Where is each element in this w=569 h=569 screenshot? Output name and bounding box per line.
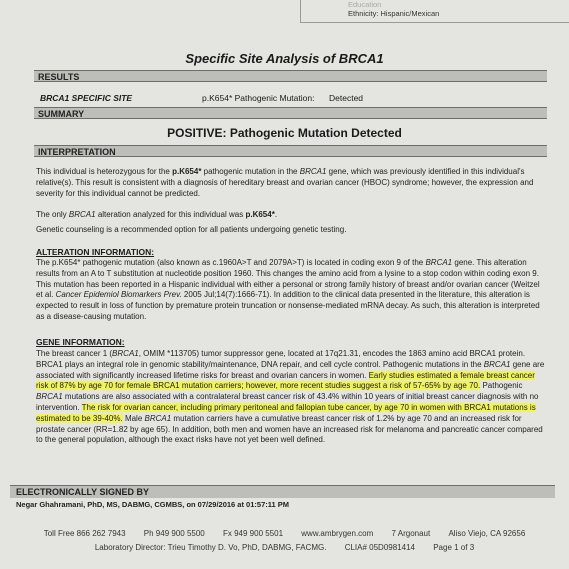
interpretation-paragraph-3: Genetic counseling is a recommended option for all patients undergoing genetic testing.: [36, 225, 347, 234]
signer-line: Negar Ghahramani, PhD, MS, DABMG, CGMBS, on 07/29/2016 at 01:57:11 PM: [16, 500, 289, 509]
footer-tollfree: Toll Free 866 262 7943: [43, 529, 126, 538]
gene-heading: GENE INFORMATION:: [36, 337, 125, 347]
footer-address: 7 Argonaut: [391, 529, 431, 538]
header-box-bottom-rule: [300, 22, 569, 23]
results-status: Detected: [329, 93, 364, 103]
footer-contact-line: [0, 529, 569, 538]
summary-headline: POSITIVE: Pathogenic Mutation Detected: [167, 126, 402, 140]
alteration-paragraph: The p.K654* pathogenic mutation (also known as c.1960A>T and 2079A>T) is located in coding exon 9 of the BRCA1 gene. This alteration results from an A to T substitution at nucleotide position 1960. This changes the amino acid from a lysine to a stop codon within coding exon 9. This mutation has been reported in a Hispanic individual with either a personal or strong family history of breast and/or ovarian cancer (Weitzel et al. Cancer Epidemiol Biomarkers Prev. 2005 Jul;14(7):1666-71). In addition to the clinical data presented in the literature, this alteration is expected to result in loss of function by premature protein truncation or nonsense-mediated mRNA decay. As such, this alteration is interpreted as a disease-causing mutation.: [36, 258, 540, 321]
signed-bar: ELECTRONICALLY SIGNED BY: [10, 485, 555, 498]
footer-fax: Fx 949 900 5501: [222, 529, 284, 538]
summary-bar: SUMMARY: [34, 107, 547, 119]
highlight-ovarian-risk: The risk for ovarian cancer, including primary peritoneal and fallopian tube cancer, by age 70 in women with BRCA1 mutations is estimated to be 39-40%.: [36, 402, 536, 423]
patient-ethnicity-block: [348, 0, 439, 18]
highlight-breast-risk: Early studies estimated a female breast cancer risk of 87% by age 70 for female BRCA1 mutation carriers; however, more recent studies suggest a risk of 57-65% by age 70.: [36, 370, 535, 391]
interpretation-bar: INTERPRETATION: [34, 145, 547, 157]
footer-page-number: Page 1 of 3: [433, 543, 475, 552]
footer-phone: Ph 949 900 5500: [143, 529, 205, 538]
gene-paragraph: The breast cancer 1 (BRCA1, OMIM *113705) tumor suppressor gene, located at 17q21.31, encodes the 1863 amino acid BRCA1 protein. BRCA1 plays an integral role in genomic stability/maintenance, DNA repair, and cell cycle control. Pathogenic mutations in the BRCA1 gene are associated with significantly increased lifetime risks for breast and ovarian cancers in women. Early studies estimated a female breast cancer risk of 87% by age 70 for female BRCA1 mutation carriers; however, more recent studies suggest a risk of 57-65% by age 70. Pathogenic BRCA1 mutations are also associated with a contralateral breast cancer risk of 43.4% within 10 years of initial breast cancer diagnosis with no intervention. The risk for ovarian cancer, including primary peritoneal and fallopian tube cancer, by age 70 in women with BRCA1 mutations is estimated to be 39-40%. Male BRCA1 mutation carriers have a cumulative breast cancer risk of 1.2% by age 70 and an increased risk for prostate cancer (RR=1.82 by age 65). In addition, both men and women have an increased risk for melanoma and pancreatic cancer compared to the general population, although the exact risks have not yet been well defined.: [36, 349, 545, 445]
footer-director-line: [0, 543, 569, 552]
footer-website-link[interactable]: www.ambrygen.com: [301, 529, 374, 538]
header-partial-line: Education: [348, 0, 382, 9]
footer-city: Aliso Viejo, CA 92656: [448, 529, 526, 538]
interpretation-paragraph-1: This individual is heterozygous for the p.K654* pathogenic mutation in the BRCA1 gene, which was previously identified in this individual's relative(s). This result is consistent with a diagnosis of hereditary breast and ovarian cancer (HBOC) syndrome; however, the expression and severity for this individual cannot be predicted.: [36, 167, 534, 198]
results-mutation-label: p.K654* Pathogenic Mutation:: [202, 93, 315, 103]
footer-director: Laboratory Director: Trieu Timothy D. Vo, PhD, DABMG, FACMG.: [94, 543, 327, 552]
interpretation-paragraph-2: The only BRCA1 alteration analyzed for this individual was p.K654*.: [36, 210, 278, 219]
alteration-heading: ALTERATION INFORMATION:: [36, 247, 155, 257]
page-title: Specific Site Analysis of BRCA1: [185, 51, 384, 66]
header-box-left-rule: [300, 0, 301, 22]
results-bar: RESULTS: [34, 70, 547, 82]
results-site-label: BRCA1 SPECIFIC SITE: [40, 93, 133, 103]
footer-clia: CLIA# 05D0981414: [344, 543, 415, 552]
ethnicity-line: Ethnicity: Hispanic/Mexican: [348, 9, 440, 18]
